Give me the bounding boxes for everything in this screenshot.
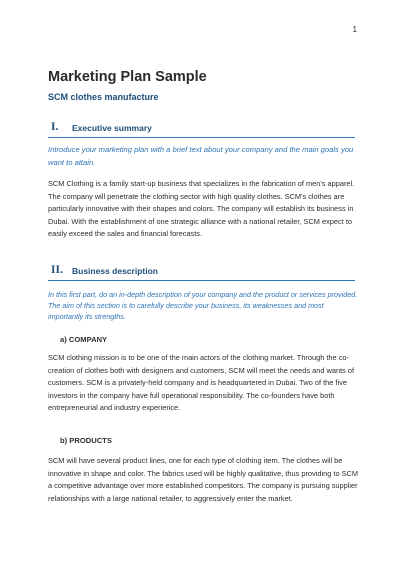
company-body: SCM clothing mission is to be one of the main actors of the clothing market. Through the co-creation of clothes both with designers and customers, SCM will meet the needs and wants of customers. SCM is a privately-held company and is headquartered in Dubai. Two of the five investors in the company have full operational responsibility. The co-founders have both entrepreneurial and industry experience. xyxy=(48,353,355,412)
section-intro: Introduce your marketing plan with a brief text about your company and the main goals you want to attain. xyxy=(48,145,354,167)
document-title: Marketing Plan Sample xyxy=(48,69,207,85)
products-body: SCM will have several product lines, one for each type of clothing item. The clothes will be innovative in shape and color. The fabrics used will be highly qualitative, thus providing to SCM a competitive advantage over more established competitors. The company is pursuing supplier relationships with a large national retailer, to aggressively enter the market. xyxy=(48,456,359,503)
section-intro: In this first part, do an in-depth description of your company and the product or services provided. The aim of this section is to carefully describe your business, its weaknesses and most importantly its strengths. xyxy=(48,290,358,321)
section-heading-executive-summary xyxy=(48,121,355,138)
document-subtitle: SCM clothes manufacture xyxy=(48,92,159,102)
subheading-company: a) COMPANY xyxy=(60,335,108,344)
section-numeral: II. xyxy=(51,264,63,276)
subheading-products: b) PRODUCTS xyxy=(60,436,112,445)
section-numeral: I. xyxy=(51,121,59,133)
section-body: SCM Clothing is a family start-up business that specializes in the fabrication of men's apparel. The company will penetrate the clothing sector with high quality clothes. SCM's clothes are particularly innovative with their shapes and colors. The company will establish its business in Dubai. With the establishment of one strategic alliance with a national retailer, SCM expect to easily exceed the sales and financial forecasts. xyxy=(48,179,355,238)
section-title: Executive summary xyxy=(72,123,152,133)
page-number: 1 xyxy=(352,25,357,34)
section-heading-business-description xyxy=(48,264,355,281)
section-title: Business description xyxy=(72,266,158,276)
